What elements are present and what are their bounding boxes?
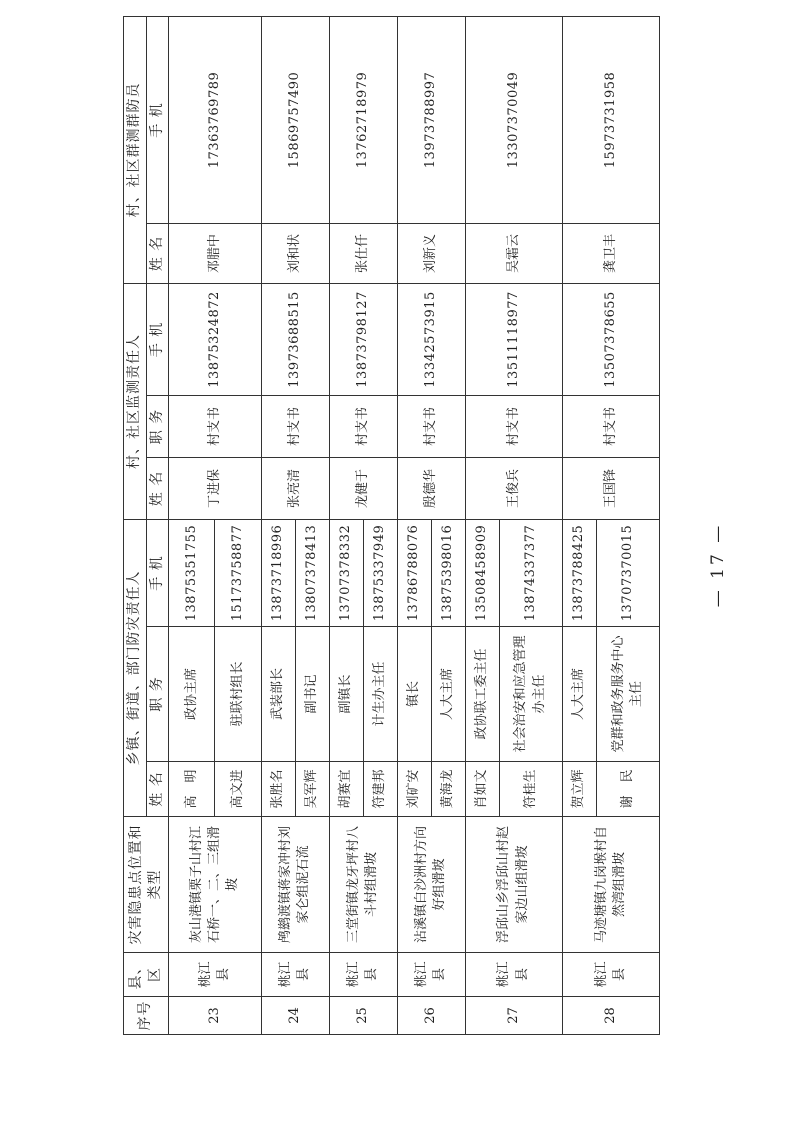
watcher-phone: 17363769789 [169, 16, 261, 223]
official-name: 黄海龙 [431, 762, 465, 817]
official-name: 高文进 [215, 762, 261, 817]
official-phone: 13873788425 [562, 519, 596, 626]
watcher-name: 张仕仟 [329, 223, 397, 283]
table-row [562, 16, 596, 1034]
official-title: 政协主席 [169, 627, 215, 762]
row-location: 浮邱山乡浮邱山村赵家边山组滑坡 [465, 817, 562, 953]
village-title: 村支书 [562, 395, 659, 457]
official-title: 社会治安和应急管理办主任 [499, 627, 562, 762]
official-title: 人大主席 [431, 627, 465, 762]
village-name: 龙健于 [329, 457, 397, 519]
village-phone: 13973688515 [261, 283, 329, 395]
official-name: 符建邦 [363, 762, 397, 817]
official-title: 副书记 [295, 627, 329, 762]
watcher-name: 刘和状 [261, 223, 329, 283]
official-name: 符桂生 [499, 762, 562, 817]
watcher-phone: 13307370049 [465, 16, 562, 223]
official-name: 高 明 [169, 762, 215, 817]
official-title: 计生办主任 [363, 627, 397, 762]
table-row [465, 16, 499, 1034]
row-location: 灰山港镇栗子山村江石桥一、二、三组滑坡 [169, 817, 261, 953]
header-watcher-name: 姓 名 [146, 223, 169, 283]
header-town-phone: 手 机 [146, 519, 169, 626]
row-no: 26 [397, 997, 465, 1035]
row-county: 桃江县 [261, 953, 329, 997]
watcher-name: 邓腊中 [169, 223, 261, 283]
table-row [397, 16, 431, 1034]
official-phone: 13875337949 [363, 519, 397, 626]
header-watcher-phone: 手 机 [146, 16, 169, 223]
village-phone: 13873798127 [329, 283, 397, 395]
official-title: 党群和政务服务中心主任 [596, 627, 659, 762]
official-phone: 13875398016 [431, 519, 465, 626]
header-town-name: 姓 名 [146, 762, 169, 817]
row-county: 桃江县 [562, 953, 659, 997]
village-name: 王俊兵 [465, 457, 562, 519]
official-phone: 13707370015 [596, 519, 659, 626]
row-county: 桃江县 [397, 953, 465, 997]
official-phone: 13874337377 [499, 519, 562, 626]
official-name: 贺立辉 [562, 762, 596, 817]
village-title: 村支书 [261, 395, 329, 457]
watcher-name: 龚卫丰 [562, 223, 659, 283]
official-title: 驻联村组长 [215, 627, 261, 762]
table-row [329, 16, 363, 1034]
header-village-phone: 手 机 [146, 283, 169, 395]
row-no: 23 [169, 997, 261, 1035]
official-phone: 15173758877 [215, 519, 261, 626]
row-no: 25 [329, 997, 397, 1035]
row-location: 马迹塘镇九岗堠村自然湾组滑坡 [562, 817, 659, 953]
watcher-phone: 15869757490 [261, 16, 329, 223]
village-name: 殷德华 [397, 457, 465, 519]
official-title: 人大主席 [562, 627, 596, 762]
official-title: 镇长 [397, 627, 431, 762]
watcher-phone: 13973788997 [397, 16, 465, 223]
village-title: 村支书 [169, 395, 261, 457]
header-village-name: 姓 名 [146, 457, 169, 519]
header-watcher-group: 村、社区群测群防员 [124, 16, 147, 283]
official-name: 胡赛宜 [329, 762, 363, 817]
official-name: 谢 民 [596, 762, 659, 817]
watcher-phone: 13762718979 [329, 16, 397, 223]
watcher-name: 刘新义 [397, 223, 465, 283]
official-phone: 13873718996 [261, 519, 295, 626]
official-title: 政协联工委主任 [465, 627, 499, 762]
header-village-group: 村、社区监测责任人 [124, 283, 147, 519]
village-title: 村支书 [397, 395, 465, 457]
header-town-title: 职 务 [146, 627, 169, 762]
village-phone: 13507378655 [562, 283, 659, 395]
row-location: 三堂街镇龙牙坪村八斗村组滑坡 [329, 817, 397, 953]
header-row-group [124, 16, 147, 1034]
official-phone: 13807378413 [295, 519, 329, 626]
village-name: 王国锋 [562, 457, 659, 519]
official-name: 吴军辉 [295, 762, 329, 817]
official-name: 刘矿安 [397, 762, 431, 817]
village-name: 张亮清 [261, 457, 329, 519]
page-number [698, 470, 738, 660]
official-name: 肖如文 [465, 762, 499, 817]
official-title: 武装部长 [261, 627, 295, 762]
page-number-text: — 17 — [708, 522, 728, 608]
header-no: 序号 [124, 997, 169, 1035]
village-phone: 13875324872 [169, 283, 261, 395]
header-location: 灾害隐患点位置和类型 [124, 817, 169, 953]
row-county: 桃江县 [465, 953, 562, 997]
row-location: 鸬鹚渡镇蒋家冲村刘家仑组泥石流 [261, 817, 329, 953]
header-town-group: 乡镇、街道、部门防灾责任人 [124, 519, 147, 816]
official-phone: 13707378332 [329, 519, 363, 626]
official-name: 张胜名 [261, 762, 295, 817]
village-phone: 13511118977 [465, 283, 562, 395]
hazard-responsibility-table [123, 16, 660, 1035]
row-county: 桃江县 [169, 953, 261, 997]
village-name: 丁进保 [169, 457, 261, 519]
table-row [169, 16, 215, 1034]
official-phone: 13786788076 [397, 519, 431, 626]
row-no: 28 [562, 997, 659, 1035]
official-phone: 13508458909 [465, 519, 499, 626]
rotated-table-wrapper [123, 17, 660, 1035]
row-no: 24 [261, 997, 329, 1035]
official-phone: 13875351755 [169, 519, 215, 626]
village-title: 村支书 [465, 395, 562, 457]
row-no: 27 [465, 997, 562, 1035]
header-village-title: 职 务 [146, 395, 169, 457]
row-location: 沾溪镇白沙洲村方向好组滑坡 [397, 817, 465, 953]
watcher-phone: 15973731958 [562, 16, 659, 223]
watcher-name: 吴霜云 [465, 223, 562, 283]
header-county: 县、区 [124, 953, 169, 997]
village-phone: 13342573915 [397, 283, 465, 395]
official-title: 副镇长 [329, 627, 363, 762]
row-county: 桃江县 [329, 953, 397, 997]
village-title: 村支书 [329, 395, 397, 457]
table-row [261, 16, 295, 1034]
